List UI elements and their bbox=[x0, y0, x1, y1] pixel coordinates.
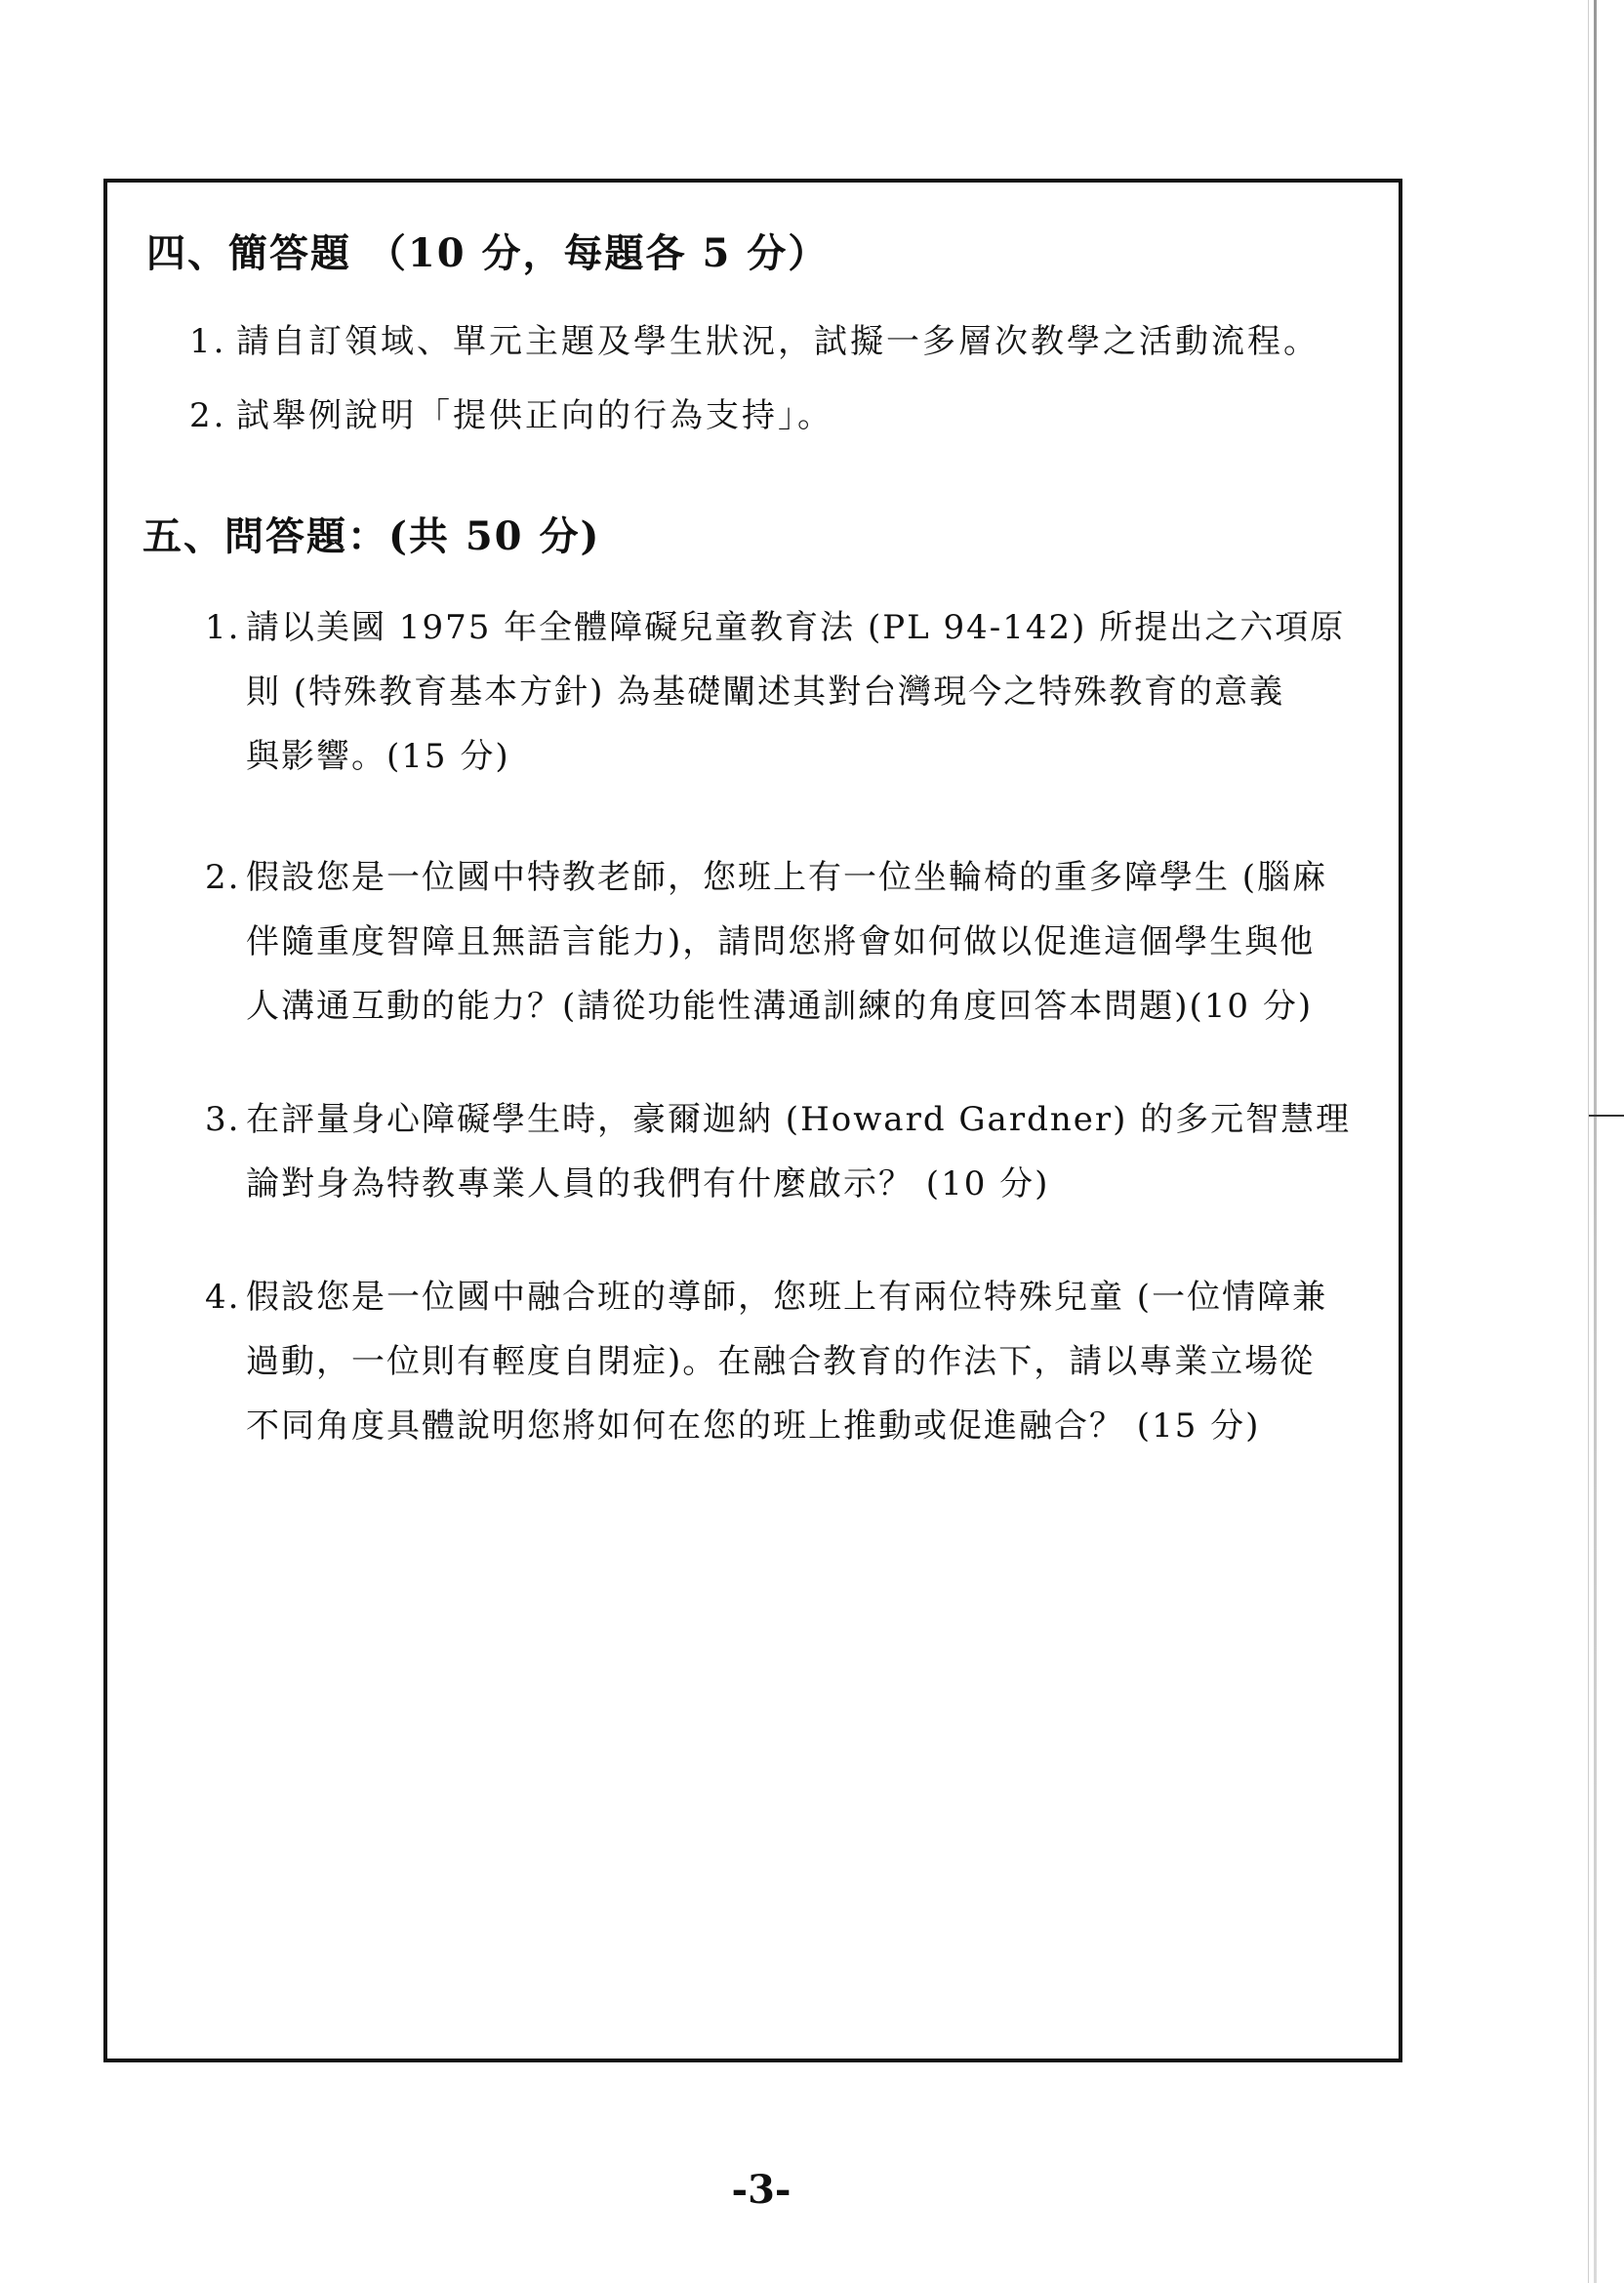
question-line: 過動，一位則有輕度自閉症)。在融合教育的作法下，請以專業立場從 bbox=[246, 1342, 1316, 1381]
question-number: 2. bbox=[205, 858, 241, 897]
essay-heading: 五、問答題：(共 50 分) bbox=[142, 513, 601, 559]
item-number: 1. bbox=[189, 322, 227, 361]
essay-question bbox=[205, 845, 1327, 1039]
scan-edge-line bbox=[1594, 0, 1597, 2283]
item-number: 2. bbox=[189, 396, 227, 435]
question-number: 1. bbox=[205, 608, 241, 647]
question-line: 與影響。(15 分) bbox=[246, 737, 510, 776]
question-number: 4. bbox=[205, 1278, 241, 1317]
item-text: 請自訂領域、單元主題及學生狀況，試擬一多層次教學之活動流程。 bbox=[236, 322, 1320, 361]
scan-edge-line-faint bbox=[1588, 0, 1589, 2283]
margin-tick-mark bbox=[1589, 1115, 1624, 1117]
essay-question bbox=[205, 1087, 1351, 1216]
question-line: 則 (特殊教育基本方針) 為基礎闡述其對台灣現今之特殊教育的意義 bbox=[246, 673, 1285, 712]
short-answer-item bbox=[189, 388, 833, 436]
essay-question bbox=[205, 1265, 1327, 1458]
question-line: 假設您是一位國中特教老師，您班上有一位坐輪椅的重多障學生 (腦麻 bbox=[246, 858, 1328, 897]
question-line: 請以美國 1975 年全體障礙兒童教育法 (PL 94-142) 所提出之六項原 bbox=[246, 608, 1346, 647]
page-number: -3- bbox=[731, 2167, 792, 2213]
short-answer-item bbox=[189, 314, 1320, 362]
question-line: 不同角度具體說明您將如何在您的班上推動或促進融合？ (15 分) bbox=[246, 1406, 1261, 1446]
question-line: 人溝通互動的能力？(請從功能性溝通訓練的角度回答本問題)(10 分) bbox=[246, 987, 1314, 1026]
item-text: 試舉例說明「提供正向的行為支持」。 bbox=[236, 396, 833, 435]
question-line: 假設您是一位國中融合班的導師，您班上有兩位特殊兒童 (一位情障兼 bbox=[246, 1278, 1328, 1317]
question-number: 3. bbox=[205, 1100, 241, 1139]
essay-question bbox=[205, 595, 1345, 789]
question-line: 伴隨重度智障且無語言能力)，請問您將會如何做以促進這個學生與他 bbox=[246, 922, 1316, 961]
question-line: 論對身為特教專業人員的我們有什麼啟示？ (10 分) bbox=[246, 1164, 1050, 1203]
short-answer-heading: 四、簡答題 （10 分，每題各 5 分） bbox=[146, 230, 830, 276]
question-line: 在評量身心障礙學生時，豪爾迦納 (Howard Gardner) 的多元智慧理 bbox=[246, 1100, 1352, 1139]
